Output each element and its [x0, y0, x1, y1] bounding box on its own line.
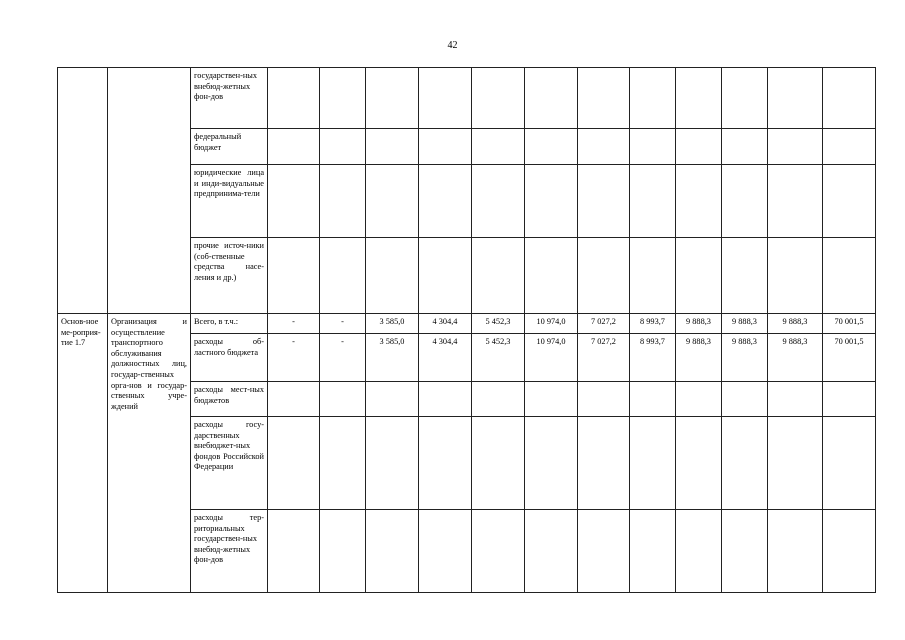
value-cell: [630, 238, 676, 314]
value-cell: [320, 238, 366, 314]
value-cell: [419, 165, 472, 238]
funding-source-cell: расходы мест-ных бюджетов: [191, 382, 268, 417]
value-cell: [320, 129, 366, 165]
value-cell: 9 888,3: [768, 334, 823, 382]
funding-source-cell: расходы об-ластного бюджета: [191, 334, 268, 382]
value-cell: [630, 417, 676, 510]
value-cell: [472, 165, 525, 238]
measure-name-cell: Организация и осуществление транспортного обслуживания должностных лиц, государ-ственных орга-нов и государ-ственных учре-ждений: [108, 314, 191, 593]
value-cell: [676, 382, 722, 417]
funding-source-cell: федеральный бюджет: [191, 129, 268, 165]
value-cell: [320, 510, 366, 593]
value-cell: [823, 238, 876, 314]
value-cell: [419, 382, 472, 417]
value-cell: [823, 129, 876, 165]
value-cell: [823, 68, 876, 129]
funding-source-cell: расходы госу-дарственных внебюджет-ных фондов Российской Федерации: [191, 417, 268, 510]
value-cell: -: [320, 334, 366, 382]
value-cell: [268, 238, 320, 314]
value-cell: [578, 382, 630, 417]
value-cell: 9 888,3: [722, 334, 768, 382]
value-cell: [472, 238, 525, 314]
value-cell: [419, 129, 472, 165]
value-cell: 3 585,0: [366, 314, 419, 334]
value-cell: [320, 165, 366, 238]
value-cell: [722, 129, 768, 165]
value-cell: [525, 238, 578, 314]
funding-source-cell: юридические лица и инди-видуальные предпринима-тели: [191, 165, 268, 238]
value-cell: [525, 510, 578, 593]
funding-source-cell: расходы тер-риториальных государствен-ных внебюд-жетных фон-дов: [191, 510, 268, 593]
value-cell: [268, 382, 320, 417]
value-cell: [366, 68, 419, 129]
value-cell: [419, 68, 472, 129]
value-cell: 10 974,0: [525, 334, 578, 382]
value-cell: 4 304,4: [419, 334, 472, 382]
value-cell: 8 993,7: [630, 314, 676, 334]
value-cell: 8 993,7: [630, 334, 676, 382]
value-cell: [676, 165, 722, 238]
value-cell: [525, 129, 578, 165]
value-cell: [320, 68, 366, 129]
table-body: [58, 68, 876, 593]
value-cell: [578, 510, 630, 593]
value-cell: [268, 417, 320, 510]
value-cell: -: [268, 334, 320, 382]
value-cell: [366, 165, 419, 238]
value-cell: [578, 68, 630, 129]
value-cell: [722, 417, 768, 510]
value-cell: [630, 165, 676, 238]
value-cell: [630, 382, 676, 417]
value-cell: [722, 382, 768, 417]
value-cell: 9 888,3: [722, 314, 768, 334]
value-cell: [578, 238, 630, 314]
value-cell: 4 304,4: [419, 314, 472, 334]
value-cell: [525, 417, 578, 510]
value-cell: [268, 510, 320, 593]
value-cell: [768, 165, 823, 238]
value-cell: [419, 417, 472, 510]
value-cell: [768, 417, 823, 510]
value-cell: [366, 417, 419, 510]
value-cell: [366, 510, 419, 593]
funding-source-cell: прочие источ-ники (соб-ственные средства насе-ления и др.): [191, 238, 268, 314]
value-cell: [676, 238, 722, 314]
value-cell: [472, 129, 525, 165]
value-cell: [768, 510, 823, 593]
funding-source-cell: государствен-ных внебюд-жетных фон-дов: [191, 68, 268, 129]
value-cell: [320, 382, 366, 417]
value-cell: [419, 238, 472, 314]
value-cell: [320, 417, 366, 510]
value-cell: [366, 382, 419, 417]
value-cell: [823, 165, 876, 238]
value-cell: [630, 68, 676, 129]
value-cell: [630, 510, 676, 593]
value-cell: [578, 165, 630, 238]
value-cell: [630, 129, 676, 165]
value-cell: [823, 417, 876, 510]
value-cell: 9 888,3: [768, 314, 823, 334]
value-cell: 5 452,3: [472, 334, 525, 382]
value-cell: [768, 129, 823, 165]
value-cell: [823, 382, 876, 417]
value-cell: [676, 510, 722, 593]
value-cell: [366, 129, 419, 165]
value-cell: [578, 417, 630, 510]
table-row: [58, 314, 876, 334]
measure-code-cell: Основ-ное ме-роприя-тие 1.7: [58, 314, 108, 593]
value-cell: [823, 510, 876, 593]
value-cell: [472, 68, 525, 129]
value-cell: 3 585,0: [366, 334, 419, 382]
value-cell: -: [268, 314, 320, 334]
value-cell: [676, 129, 722, 165]
measure-name-cell: [108, 68, 191, 314]
value-cell: [676, 417, 722, 510]
value-cell: 7 027,2: [578, 334, 630, 382]
value-cell: [525, 382, 578, 417]
table-row: [58, 68, 876, 129]
value-cell: 70 001,5: [823, 334, 876, 382]
value-cell: [722, 510, 768, 593]
value-cell: [472, 382, 525, 417]
value-cell: [268, 165, 320, 238]
value-cell: [722, 68, 768, 129]
value-cell: 5 452,3: [472, 314, 525, 334]
value-cell: -: [320, 314, 366, 334]
value-cell: [419, 510, 472, 593]
value-cell: [676, 68, 722, 129]
value-cell: [268, 68, 320, 129]
value-cell: [472, 417, 525, 510]
value-cell: [525, 165, 578, 238]
value-cell: 70 001,5: [823, 314, 876, 334]
budget-table: [57, 67, 876, 593]
value-cell: [366, 238, 419, 314]
value-cell: 7 027,2: [578, 314, 630, 334]
measure-code-cell: [58, 68, 108, 314]
value-cell: 10 974,0: [525, 314, 578, 334]
value-cell: [268, 129, 320, 165]
value-cell: [768, 68, 823, 129]
value-cell: [722, 238, 768, 314]
value-cell: 9 888,3: [676, 314, 722, 334]
page-number: 42: [447, 40, 458, 51]
value-cell: [768, 382, 823, 417]
value-cell: [722, 165, 768, 238]
value-cell: [578, 129, 630, 165]
value-cell: [768, 238, 823, 314]
value-cell: [472, 510, 525, 593]
funding-source-cell: Всего, в т.ч.:: [191, 314, 268, 334]
value-cell: [525, 68, 578, 129]
value-cell: 9 888,3: [676, 334, 722, 382]
